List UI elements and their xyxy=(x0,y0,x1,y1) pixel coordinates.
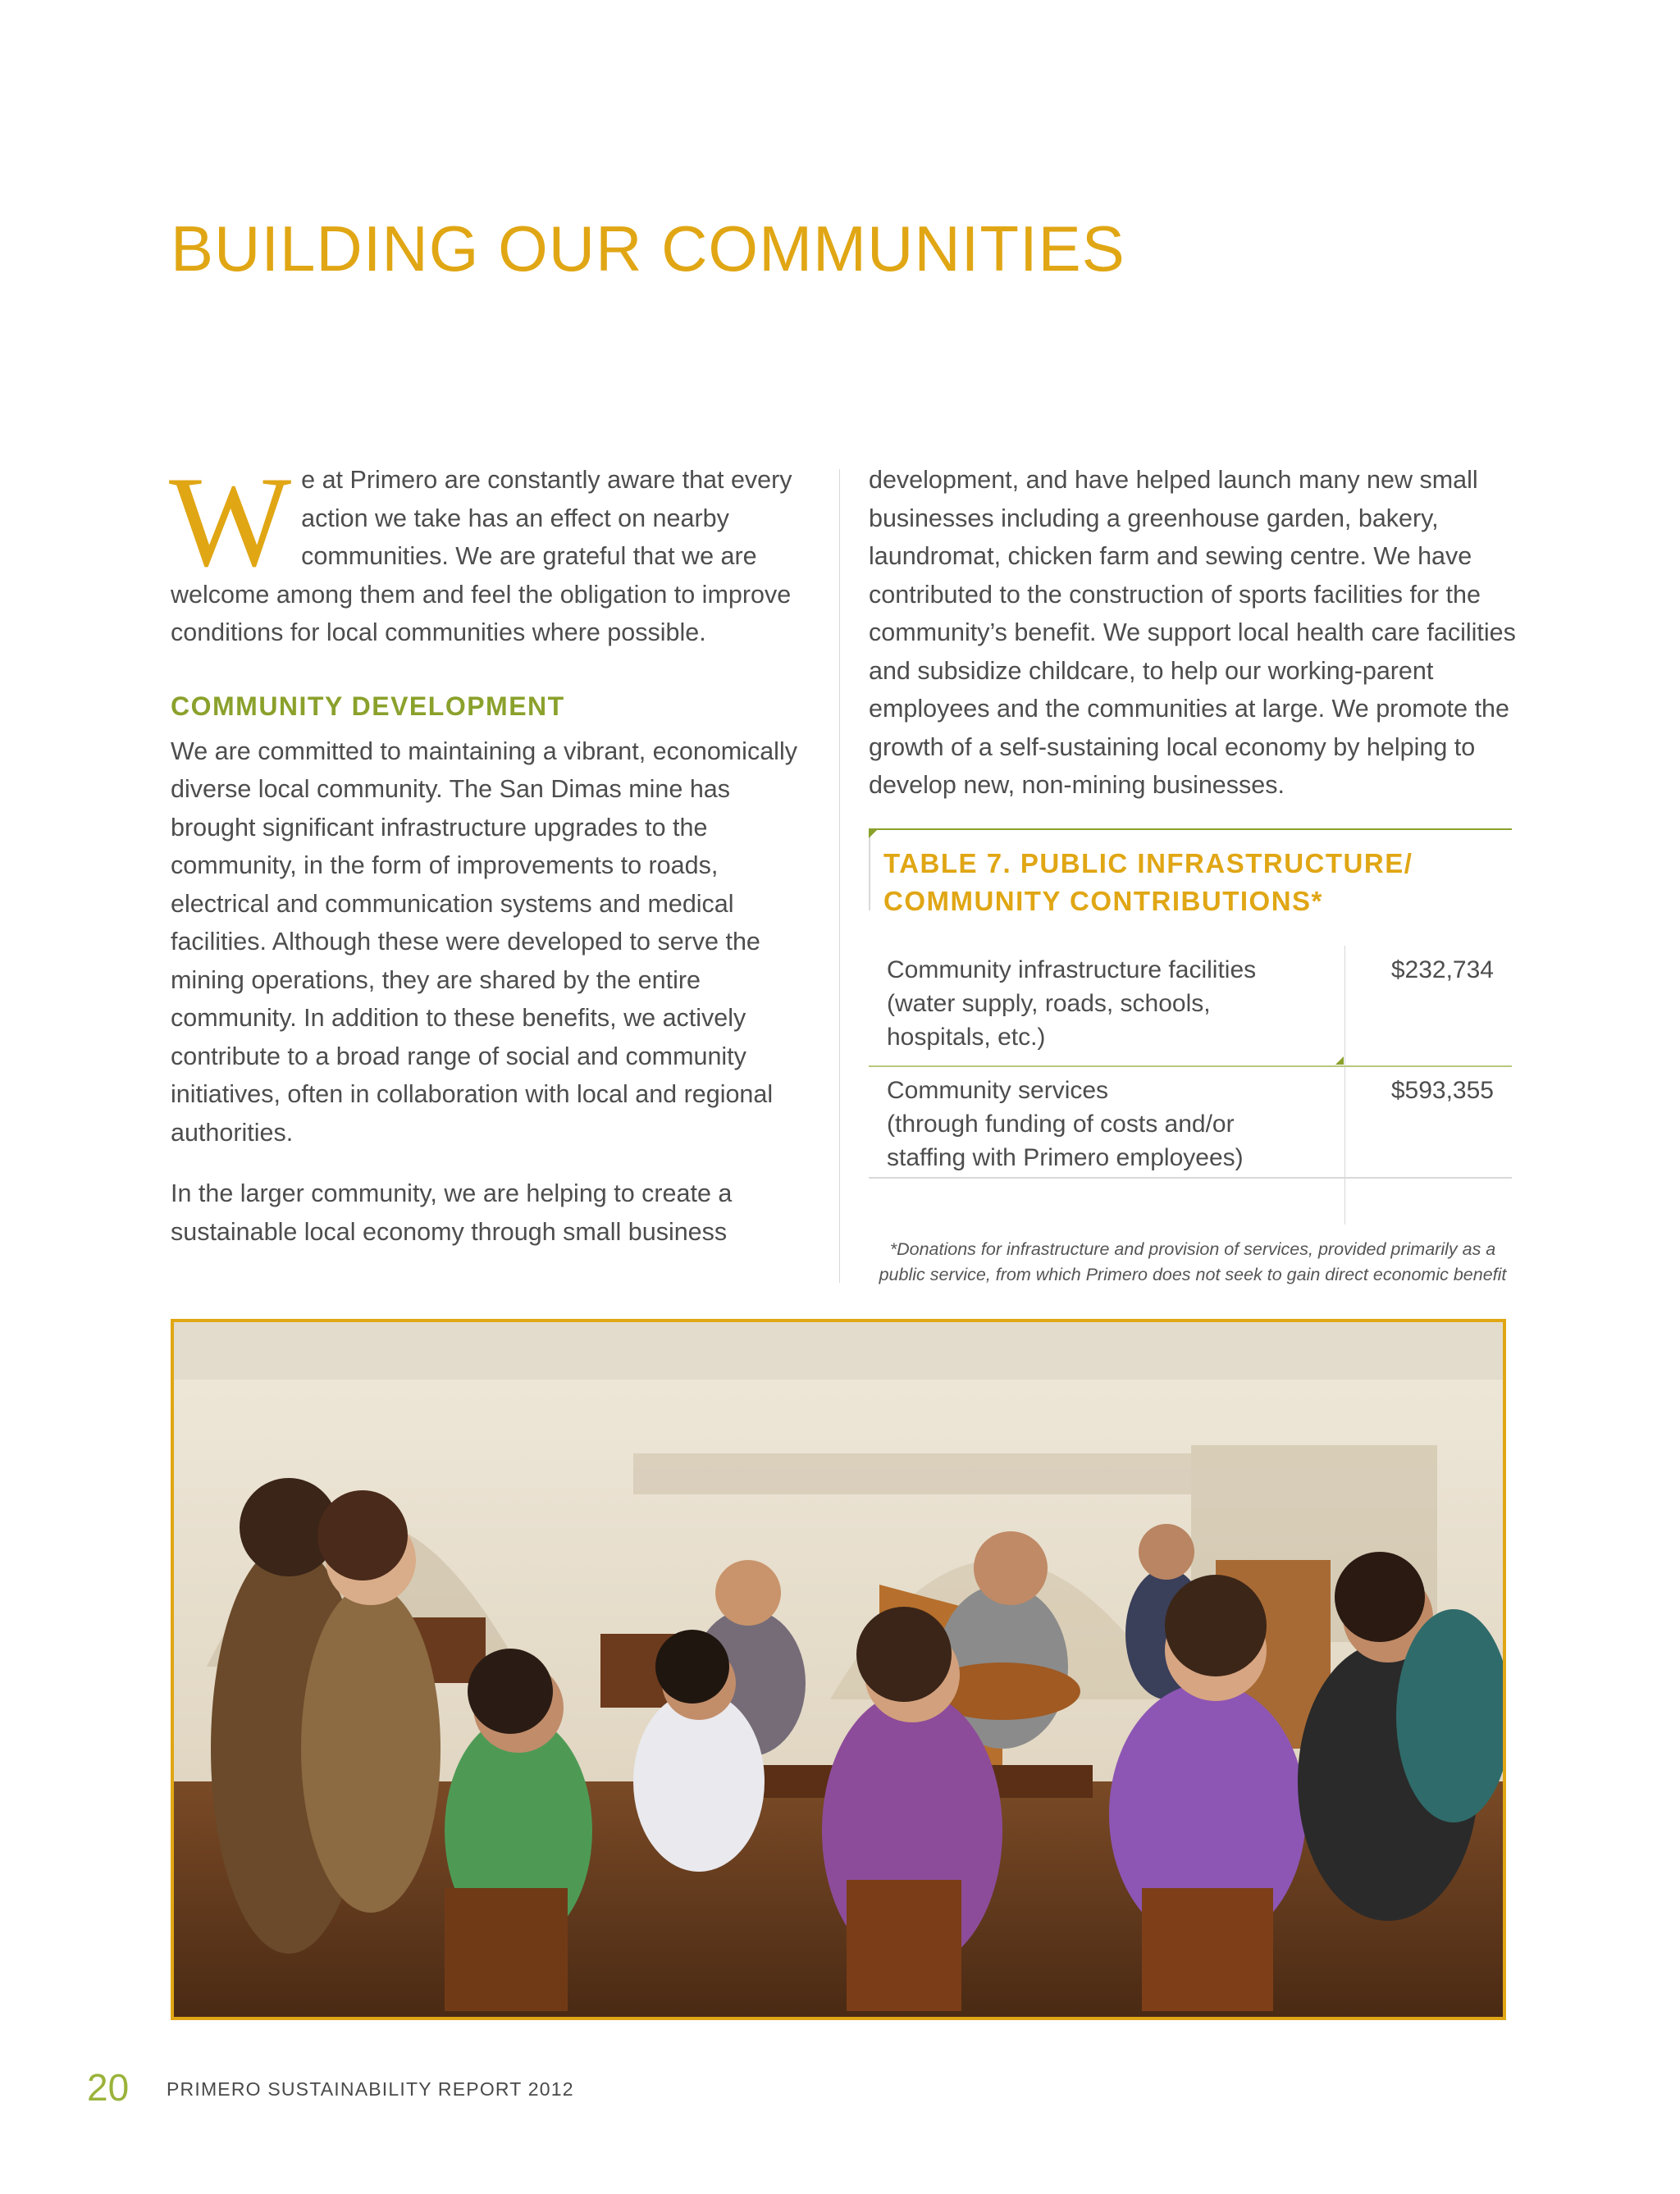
intro-paragraph xyxy=(169,450,819,652)
intro-text: e at Primero are constantly aware that every action we take has an effect on nearby communities. We are grateful that we are welcome among them and feel the obligation to improve conditions for local communities where possible. xyxy=(171,466,792,646)
page-number: 20 xyxy=(87,2066,130,2109)
community-development-paragraph-2-start: In the larger community, we are helping to create a sustainable local economy through small business xyxy=(171,1179,733,1246)
table-row-label: Community infrastructure facilities (water supply, roads, schools, hospitals, etc.) xyxy=(887,956,1257,1051)
community-development-paragraph-2-continued: development, and have helped launch many new small businesses including a greenhouse garden, bakery, laundromat, chicken farm and sewing centre. We have contributed to the construction of sports facilities for the community’s benefit. We support local health care facilities and subsidize childcare, to help our working-parent employees and the communities at large. We promote the growth of a self-sustaining local economy by helping to develop new, non-mining businesses. xyxy=(869,466,1516,799)
community-photo-illustration xyxy=(174,1322,1503,2017)
column-divider xyxy=(839,469,840,1283)
drop-cap: W xyxy=(169,450,292,594)
section-heading-community-development: COMMUNITY DEVELOPMENT xyxy=(171,691,565,721)
community-photo xyxy=(171,1319,1506,2020)
table-row-divider xyxy=(869,1065,1512,1067)
table-row-label: Community services (through funding of costs and/or staffing with Primero employees) xyxy=(887,1077,1244,1171)
page-title: BUILDING OUR COMMUNITIES xyxy=(171,212,1125,285)
table-corner-accent xyxy=(869,828,879,838)
table-row-value: $232,734 xyxy=(1390,956,1494,983)
table-left-rule xyxy=(869,828,870,910)
right-column xyxy=(869,461,1517,805)
community-development-paragraph-1: We are committed to maintaining a vibrant, economically diverse local community. The San Dimas mine has brought significant infrastructure upgrades to the community, in the form of improvements to roads, electrical and communication systems and medical facilities. Although these were developed to serve the mining operations, they are shared by the entire community. In addition to these benefits, we actively contribute to a broad range of social and community initiatives, often in collaboration with local and regional authorities. xyxy=(171,737,797,1147)
table-bottom-rule xyxy=(869,1177,1512,1179)
table-footnote: *Donations for infrastructure and provision of services, provided primarily as a public service, from which Primero does not seek to gain direct economic benefit xyxy=(879,1239,1507,1284)
table-top-rule xyxy=(869,828,1512,830)
table-title: TABLE 7. PUBLIC INFRASTRUCTURE/ COMMUNITY CONTRIBUTIONS* xyxy=(883,848,1413,916)
left-column xyxy=(169,450,819,1251)
footer-report-title: PRIMERO SUSTAINABILITY REPORT 2012 xyxy=(167,2078,574,2100)
row-accent-icon xyxy=(1335,1056,1344,1065)
table-row-value: $593,355 xyxy=(1390,1077,1494,1104)
